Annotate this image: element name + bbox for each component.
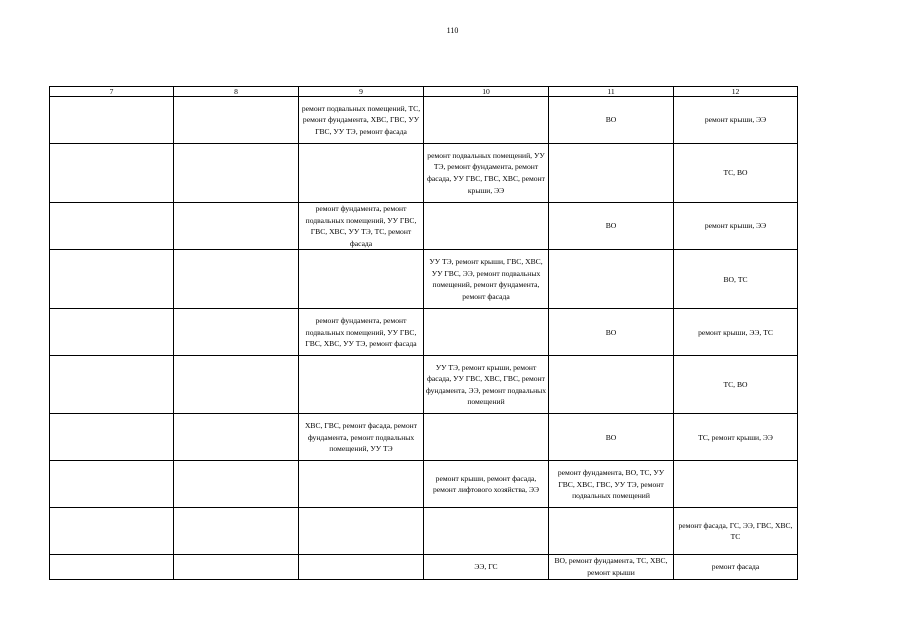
table-cell — [299, 250, 424, 309]
table-cell — [174, 144, 299, 203]
page-number: 110 — [446, 26, 459, 35]
table-cell: ремонт фундамента, ремонт подвальных помещений, УУ ГВС, ГВС, ХВС, УУ ТЭ, ремонт фасада — [299, 309, 424, 356]
table-row — [50, 555, 798, 579]
table-cell: ВО — [549, 414, 674, 461]
table-cell — [50, 414, 174, 461]
table-cell: ремонт фасада — [674, 555, 798, 579]
table-row — [50, 461, 798, 508]
table-cell: ВО, ремонт фундамента, ТС, ХВС, ремонт крыши — [549, 555, 674, 579]
table-cell: ВО — [549, 97, 674, 144]
table-row — [50, 203, 798, 250]
table-row — [50, 414, 798, 461]
table-cell — [424, 309, 549, 356]
table-cell — [674, 461, 798, 508]
table-row — [50, 144, 798, 203]
table-cell: ремонт фасада, ГС, ЭЭ, ГВС, ХВС, ТС — [674, 508, 798, 555]
table-cell — [174, 250, 299, 309]
table-header-row — [50, 87, 798, 97]
table-cell: ВО, ТС — [674, 250, 798, 309]
table-cell — [174, 508, 299, 555]
table-cell — [299, 144, 424, 203]
table-cell: ремонт фундамента, ВО, ТС, УУ ГВС, ХВС, ГВС, УУ ТЭ, ремонт подвальных помещений — [549, 461, 674, 508]
table-cell: ТС, ремонт крыши, ЭЭ — [674, 414, 798, 461]
table-cell: ВО — [549, 309, 674, 356]
column-header: 9 — [299, 87, 424, 97]
table-cell — [549, 356, 674, 414]
column-header: 11 — [549, 87, 674, 97]
table-cell — [50, 144, 174, 203]
column-header: 8 — [174, 87, 299, 97]
table-cell — [424, 203, 549, 250]
table-cell — [50, 356, 174, 414]
table-cell — [50, 508, 174, 555]
table-cell — [424, 508, 549, 555]
table-cell — [174, 555, 299, 579]
table-cell: ремонт подвальных помещений, УУ ТЭ, ремонт фундамента, ремонт фасада, УУ ГВС, ГВС, ХВС, ремонт крыши, ЭЭ — [424, 144, 549, 203]
table-cell: ремонт крыши, ремонт фасада, ремонт лифтового хозяйства, ЭЭ — [424, 461, 549, 508]
table-cell: ТС, ВО — [674, 356, 798, 414]
table-cell: УУ ТЭ, ремонт крыши, ГВС, ХВС, УУ ГВС, ЭЭ, ремонт подвальных помещений, ремонт фундамента, ремонт фасада — [424, 250, 549, 309]
table-cell — [424, 414, 549, 461]
table-cell — [299, 356, 424, 414]
table-cell — [50, 97, 174, 144]
table-cell — [50, 250, 174, 309]
table-cell — [549, 250, 674, 309]
table-cell: ремонт крыши, ЭЭ — [674, 97, 798, 144]
table-cell — [424, 97, 549, 144]
table-cell — [174, 356, 299, 414]
table-cell — [299, 508, 424, 555]
table-cell — [50, 555, 174, 579]
table-cell: ремонт подвальных помещений, ТС, ремонт фундамента, ХВС, ГВС, УУ ГВС, УУ ТЭ, ремонт фасада — [299, 97, 424, 144]
table-cell: ВО — [549, 203, 674, 250]
table-row — [50, 356, 798, 414]
table-cell — [174, 203, 299, 250]
column-header: 7 — [50, 87, 174, 97]
table-row — [50, 97, 798, 144]
table-row — [50, 250, 798, 309]
table-cell: ТС, ВО — [674, 144, 798, 203]
table-cell — [299, 461, 424, 508]
table-cell: ремонт крыши, ЭЭ, ТС — [674, 309, 798, 356]
table-cell: ХВС, ГВС, ремонт фасада, ремонт фундамента, ремонт подвальных помещений, УУ ТЭ — [299, 414, 424, 461]
table-cell — [174, 461, 299, 508]
table-cell: ремонт фундамента, ремонт подвальных помещений, УУ ГВС, ГВС, ХВС, УУ ТЭ, ТС, ремонт фасада — [299, 203, 424, 250]
column-header: 10 — [424, 87, 549, 97]
table-cell — [50, 203, 174, 250]
data-table — [49, 86, 798, 580]
table-cell — [549, 144, 674, 203]
table-cell: ЭЭ, ГС — [424, 555, 549, 579]
table-cell — [174, 309, 299, 356]
table-cell — [50, 309, 174, 356]
table-row — [50, 309, 798, 356]
table-cell: УУ ТЭ, ремонт крыши, ремонт фасада, УУ ГВС, ХВС, ГВС, ремонт фундамента, ЭЭ, ремонт подвальных помещений — [424, 356, 549, 414]
table-cell — [50, 461, 174, 508]
column-header: 12 — [674, 87, 798, 97]
table-cell — [174, 414, 299, 461]
table-row — [50, 508, 798, 555]
table-cell — [174, 97, 299, 144]
table-cell: ремонт крыши, ЭЭ — [674, 203, 798, 250]
table-cell — [549, 508, 674, 555]
table-cell — [299, 555, 424, 579]
